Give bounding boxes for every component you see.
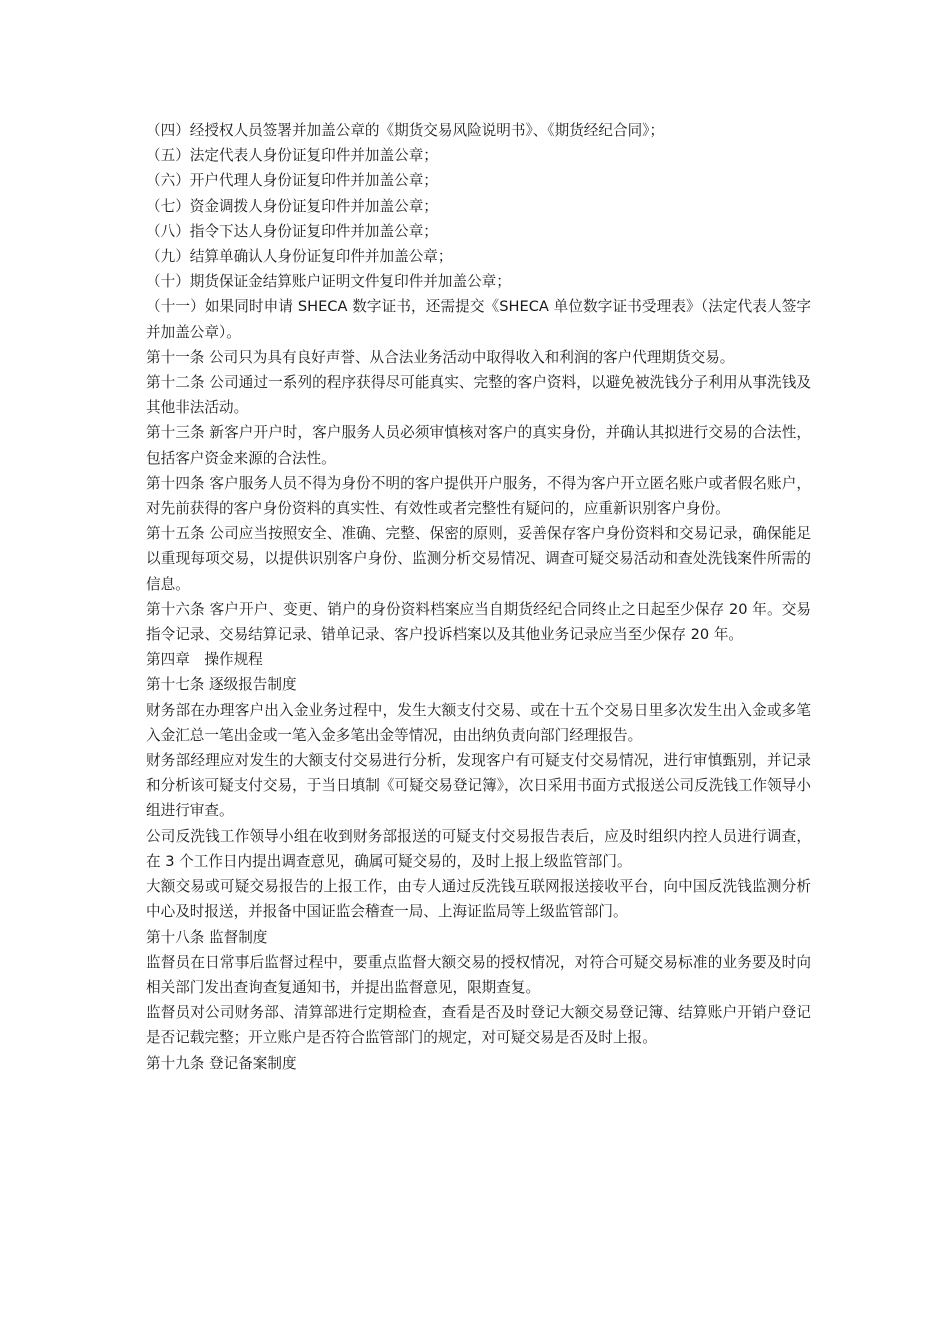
clause-item-7: （七）资金调拨人身份证复印件并加盖公章； xyxy=(146,197,438,215)
article-17-para-3: 公司反洗钱工作领导小组在收到财务部报送的可疑支付交易报告表后，应及时组织内控人员进行调查，在 3 个工作日内提出调查意见，确属可疑交易的，及时上报上级监管部门。 xyxy=(146,827,811,870)
article-19-heading: 第十九条 登记备案制度 xyxy=(146,1054,297,1072)
clause-item-5: （五）法定代表人身份证复印件并加盖公章； xyxy=(146,147,438,165)
article-16: 第十六条 客户开户、变更、销户的身份资料档案应当自期货经纪合同终止之日起至少保存 20 年。交易指令记录、交易结算记录、错单记录、客户投诉档案以及其他业务记录应当至少保存 20 年。 xyxy=(146,600,811,644)
article-12: 第十二条 公司通过一系列的程序获得尽可能真实、完整的客户资料，以避免被洗钱分子利用从事洗钱及其他非法活动。 xyxy=(146,374,811,417)
article-14: 第十四条 客户服务人员不得为身份不明的客户提供开户服务，不得为客户开立匿名账户或者假名账户，对先前获得的客户身份资料的真实性、有效性或者完整性有疑问的，应重新识别客户身份。 xyxy=(146,474,811,518)
article-18-para-2: 监督员对公司财务部、清算部进行定期检查，查看是否及时登记大额交易登记簿、结算账户开销户登记是否记载完整；开立账户是否符合监管部门的规定，对可疑交易是否及时上报。 xyxy=(146,1004,811,1047)
article-11: 第十一条 公司只为具有良好声誉、从合法业务活动中取得收入和利润的客户代理期货交易。 xyxy=(146,348,735,366)
article-18-heading: 第十八条 监督制度 xyxy=(146,928,268,946)
article-15: 第十五条 公司应当按照安全、准确、完整、保密的原则，妥善保存客户身份资料和交易记录，确保能足以重现每项交易，以提供识别客户身份、监测分析交易情况、调查可疑交易活动和查处洗钱案件所需的信息。 xyxy=(146,525,811,593)
chapter-4-heading: 第四章 操作规程 xyxy=(146,651,263,669)
clause-item-8: （八）指令下达人身份证复印件并加盖公章； xyxy=(146,222,438,240)
article-17-heading: 第十七条 逐级报告制度 xyxy=(146,676,297,694)
article-17-para-2: 财务部经理应对发生的大额支付交易进行分析，发现客户有可疑支付交易情况，进行审慎甄别，并记录和分析该可疑支付交易，于当日填制《可疑交易登记簿》，次日采用书面方式报送公司反洗钱工作领导小组进行审查。 xyxy=(146,752,811,820)
clause-item-11: （十一）如果同时申请 SHECA 数字证书，还需提交《SHECA 单位数字证书受理表》（法定代表人签字并加盖公章）。 xyxy=(146,298,811,341)
clause-item-6: （六）开户代理人身份证复印件并加盖公章； xyxy=(146,172,438,190)
clause-item-4: （四）经授权人员签署并加盖公章的《期货交易风险说明书》、《期货经纪合同》； xyxy=(146,122,665,139)
article-18-para-1: 监督员在日常事后监督过程中，要重点监督大额交易的授权情况，对符合可疑交易标准的业务要及时向相关部门发出查询查复通知书，并提出监督意见，限期查复。 xyxy=(146,953,811,996)
article-17-para-4: 大额交易或可疑交易报告的上报工作，由专人通过反洗钱互联网报送接收平台，向中国反洗钱监测分析中心及时报送，并报备中国证监会稽查一局、上海证监局等上级监管部门。 xyxy=(146,878,811,921)
clause-item-10: （十）期货保证金结算账户证明文件复印件并加盖公章； xyxy=(146,273,511,291)
article-17-para-1: 财务部在办理客户出入金业务过程中，发生大额支付交易、或在十五个交易日里多次发生出入金或多笔入金汇总一笔出金或一笔入金多笔出金等情况，由出纳负责向部门经理报告。 xyxy=(146,701,811,744)
article-13: 第十三条 新客户开户时，客户服务人员必须审慎核对客户的真实身份，并确认其拟进行交易的合法性，包括客户资金来源的合法性。 xyxy=(146,424,811,467)
document-page xyxy=(146,118,811,1076)
clause-item-9: （九）结算单确认人身份证复印件并加盖公章； xyxy=(146,248,453,266)
